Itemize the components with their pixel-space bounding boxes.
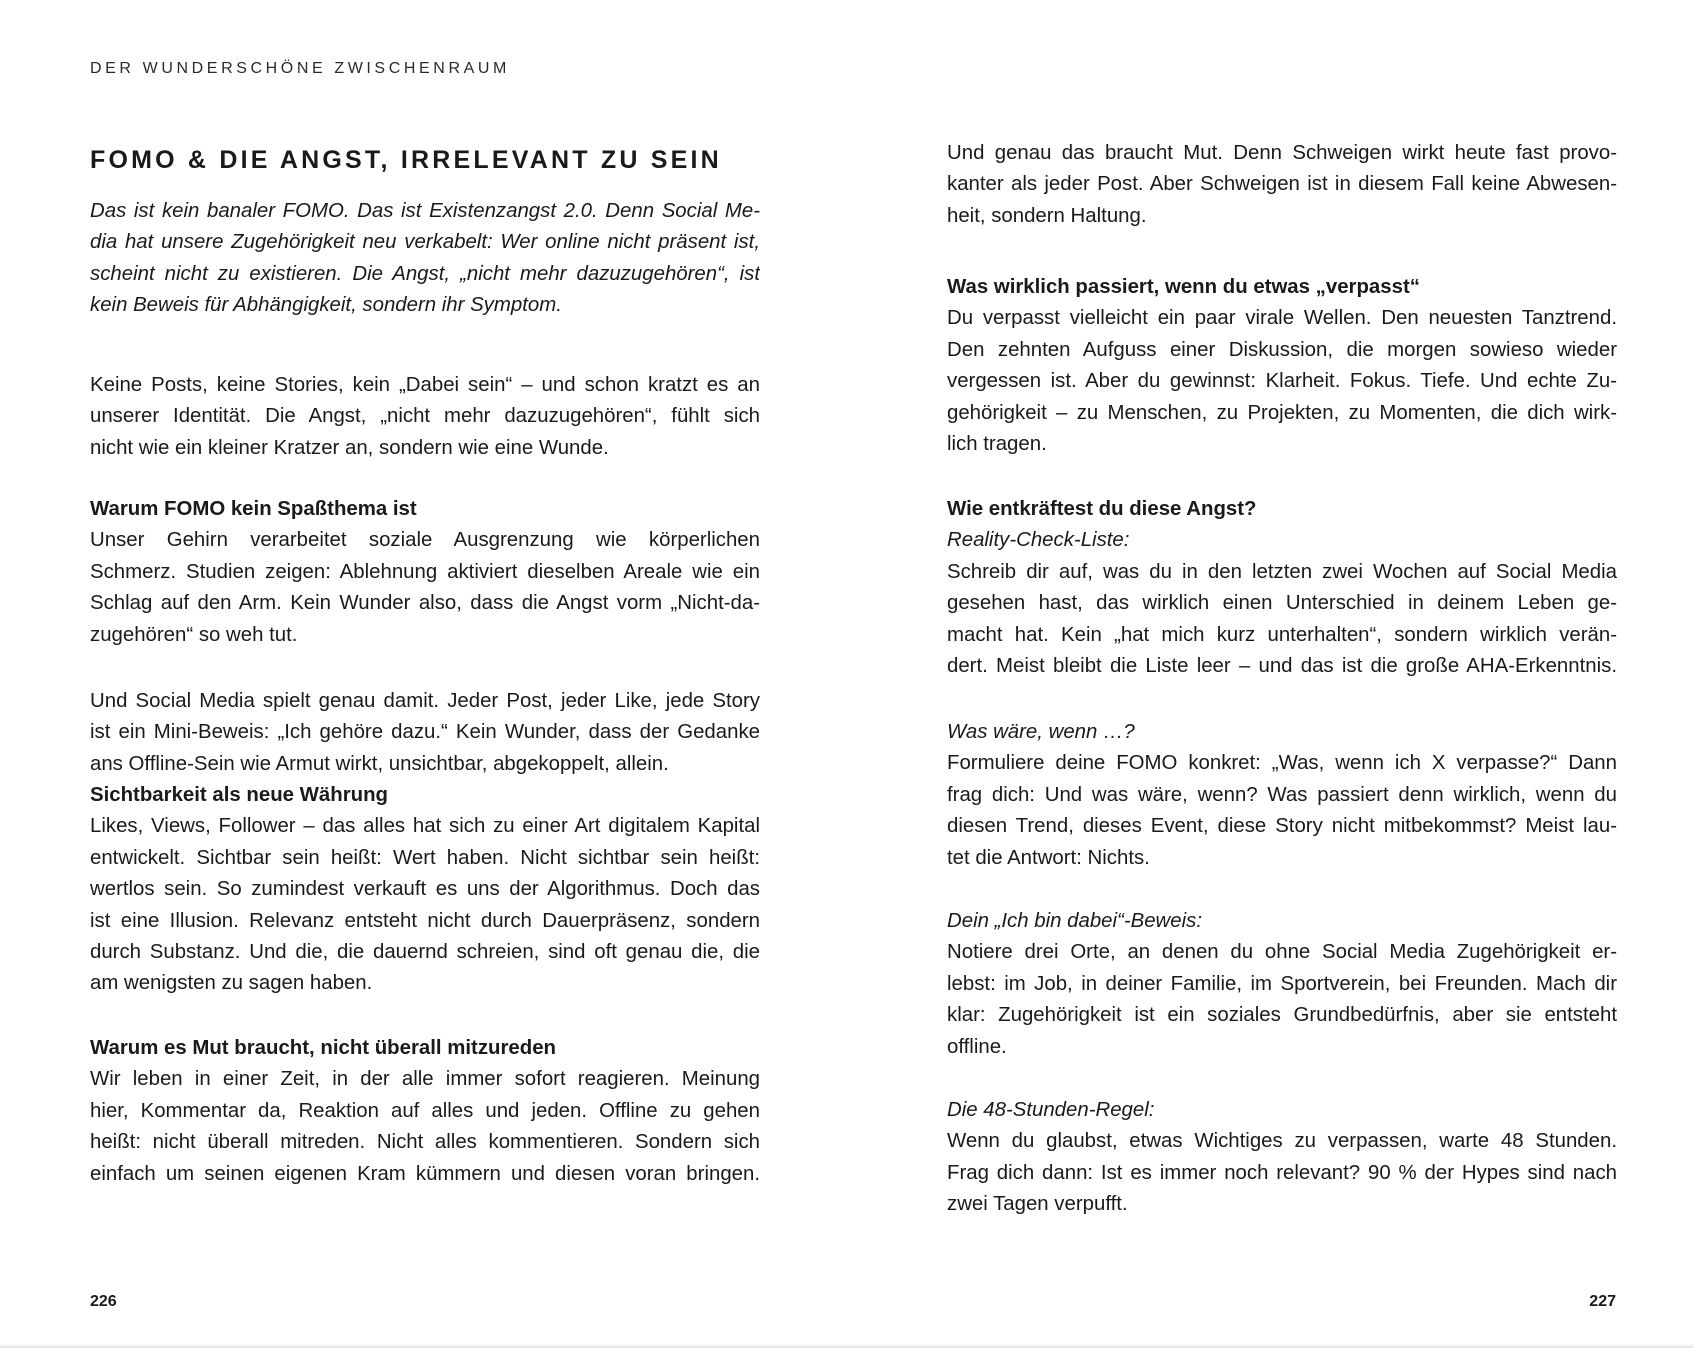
text-line: heißt: nicht überall mitreden. Nicht alles kommentieren. Sondern sich xyxy=(90,1131,760,1154)
section-visibility-currency xyxy=(90,780,760,1000)
section-heading: Was wirklich passiert, wenn du etwas „verpasst“ xyxy=(947,276,1420,298)
section-heading: Warum FOMO kein Spaßthema ist xyxy=(90,498,417,520)
subsection-title: Was wäre, wenn …? xyxy=(947,721,1135,743)
running-head: DER WUNDERSCHÖNE ZWISCHENRAUM xyxy=(90,60,510,77)
text-line: nicht wie ein kleiner Kratzer an, sondern wie eine Wunde. xyxy=(90,436,609,459)
text-line: offline. xyxy=(947,1035,1007,1058)
text-line: gesehen hast, das wirklich einen Unterschied in deinem Leben ge- xyxy=(947,592,1617,615)
text-line: zwei Tagen verpufft. xyxy=(947,1193,1128,1216)
intro-paragraph xyxy=(90,196,760,322)
section-what-happens xyxy=(947,272,1617,460)
text-line: vergessen ist. Aber du gewinnst: Klarheit. Fokus. Tiefe. Und echte Zu- xyxy=(947,370,1617,393)
text-line: Formuliere deine FOMO konkret: „Was, wenn ich X verpasse?“ Dann xyxy=(947,752,1617,775)
text-line: Schmerz. Studien zeigen: Ablehnung aktiviert dieselben Areale wie ein xyxy=(90,560,760,583)
text-line: kanter als jeder Post. Aber Schweigen ist in diesem Fall keine Abwesen- xyxy=(947,173,1617,196)
section-heading: Warum es Mut braucht, nicht überall mitzureden xyxy=(90,1037,557,1059)
text-line: gehörigkeit – zu Menschen, zu Projekten, zu Momenten, die dich wirk- xyxy=(947,401,1617,424)
paragraph-identity xyxy=(90,370,760,464)
subsection-title: Dein „Ich bin dabei“-Beweis: xyxy=(947,910,1203,932)
text-line: frag dich: Und was wäre, wenn? Was passiert denn wirklich, wenn du xyxy=(947,783,1617,806)
text-line: ans Offline-Sein wie Armut wirkt, unsichtbar, abgekoppelt, allein. xyxy=(90,752,669,775)
section-courage xyxy=(90,1033,760,1190)
text-line: am wenigsten zu sagen haben. xyxy=(90,972,373,995)
text-line: ist ein Mini-Beweis: „Ich gehöre dazu.“ Kein Wunder, dass der Gedanke xyxy=(90,721,760,744)
subsection-what-if xyxy=(947,717,1617,874)
text-line: lich tragen. xyxy=(947,432,1047,455)
text-line: entwickelt. Sichtbar sein heißt: Wert haben. Nicht sichtbar sein heißt: xyxy=(90,846,760,869)
text-line: klar: Zugehörigkeit ist ein soziales Grundbedürfnis, aber sie entsteht xyxy=(947,1004,1617,1027)
text-line: durch Substanz. Und die, die dauernd schreien, sind oft genau die, die xyxy=(90,940,760,963)
text-line: tet die Antwort: Nichts. xyxy=(947,846,1150,869)
text-line: Du verpasst vielleicht ein paar virale Wellen. Den neuesten Tanztrend. xyxy=(947,307,1617,330)
text-line: dert. Meist bleibt die Liste leer – und das ist die große AHA-Erkenntnis. xyxy=(947,654,1617,677)
section-counter-fear xyxy=(947,494,1617,682)
text-line: wertlos sein. So zumindest verkauft es uns der Algorithmus. Doch das xyxy=(90,878,760,901)
text-line: Wenn du glaubst, etwas Wichtiges zu verpassen, warte 48 Stunden. xyxy=(947,1130,1617,1153)
intro-line: Das ist kein banaler FOMO. Das ist Existenzangst 2.0. Denn Social Me- xyxy=(90,200,760,222)
text-line: Unser Gehirn verarbeitet soziale Ausgrenzung wie körperlichen xyxy=(90,529,760,552)
section-heading: Wie entkräftest du diese Angst? xyxy=(947,498,1257,520)
text-line: heit, sondern Haltung. xyxy=(947,204,1147,227)
text-line: Notiere drei Orte, an denen du ohne Social Media Zugehörigkeit er- xyxy=(947,941,1617,964)
text-line: lebst: im Job, in deiner Familie, im Sportverein, bei Freunden. Mach dir xyxy=(947,972,1617,995)
text-line: Likes, Views, Follower – das alles hat sich zu einer Art digitalem Kapital xyxy=(90,815,760,838)
page-bottom-edge xyxy=(0,1344,1694,1348)
page-number-left: 226 xyxy=(90,1293,117,1310)
text-line: Frag dich dann: Ist es immer noch relevant? 90 % der Hypes sind nach xyxy=(947,1161,1617,1184)
text-line: Den zehnten Aufguss einer Diskussion, die morgen sowieso wieder xyxy=(947,338,1617,361)
text-line: einfach um seinen eigenen Kram kümmern und diesen voran bringen. xyxy=(90,1162,760,1185)
text-line: unserer Identität. Die Angst, „nicht mehr dazuzugehören“, fühlt sich xyxy=(90,405,760,428)
subsection-title: Die 48-Stunden-Regel: xyxy=(947,1099,1155,1121)
text-line: ist eine Illusion. Relevanz entsteht nicht durch Dauerpräsenz, sondern xyxy=(90,909,760,932)
text-line: Schreib dir auf, was du in den letzten zwei Wochen auf Social Media xyxy=(947,560,1617,583)
text-line: hier, Kommentar da, Reaktion auf alles und jeden. Offline zu gehen xyxy=(90,1099,760,1122)
paragraph-social-media xyxy=(90,686,760,780)
page-number-right: 227 xyxy=(1589,1293,1616,1310)
text-line: zugehören“ so weh tut. xyxy=(90,623,298,646)
text-line: Schlag auf den Arm. Kein Wunder also, dass die Angst vorm „Nicht-da- xyxy=(90,592,760,615)
text-line: Und Social Media spielt genau damit. Jeder Post, jeder Like, jede Story xyxy=(90,690,760,712)
text-line: Keine Posts, keine Stories, kein „Dabei sein“ – und schon kratzt es an xyxy=(90,374,760,396)
intro-line: kein Beweis für Abhängigkeit, sondern ihr Symptom. xyxy=(90,294,562,317)
intro-line: dia hat unsere Zugehörigkeit neu verkabelt: Wer online nicht präsent ist, xyxy=(90,231,760,254)
subsection-48-hour-rule xyxy=(947,1095,1617,1221)
text-line: Und genau das braucht Mut. Denn Schweigen wirkt heute fast provo- xyxy=(947,142,1617,164)
intro-line: scheint nicht zu existieren. Die Angst, „nicht mehr dazuzugehören“, ist xyxy=(90,262,760,285)
text-line: macht hat. Kein „hat mich kurz unterhalten“, sondern wirklich verän- xyxy=(947,623,1617,646)
section-heading: Sichtbarkeit als neue Währung xyxy=(90,784,388,806)
paragraph-continuation xyxy=(947,138,1617,232)
subsection-proof xyxy=(947,906,1617,1063)
section-fomo-no-joke xyxy=(90,494,760,651)
chapter-title: FOMO & DIE ANGST, IRRELEVANT ZU SEIN xyxy=(90,146,722,174)
text-line: Wir leben in einer Zeit, in der alle immer sofort reagieren. Meinung xyxy=(90,1068,760,1091)
subsection-title: Reality-Check-Liste: xyxy=(947,529,1130,552)
text-line: diesen Trend, dieses Event, diese Story nicht mitbekommst? Meist lau- xyxy=(947,815,1617,838)
